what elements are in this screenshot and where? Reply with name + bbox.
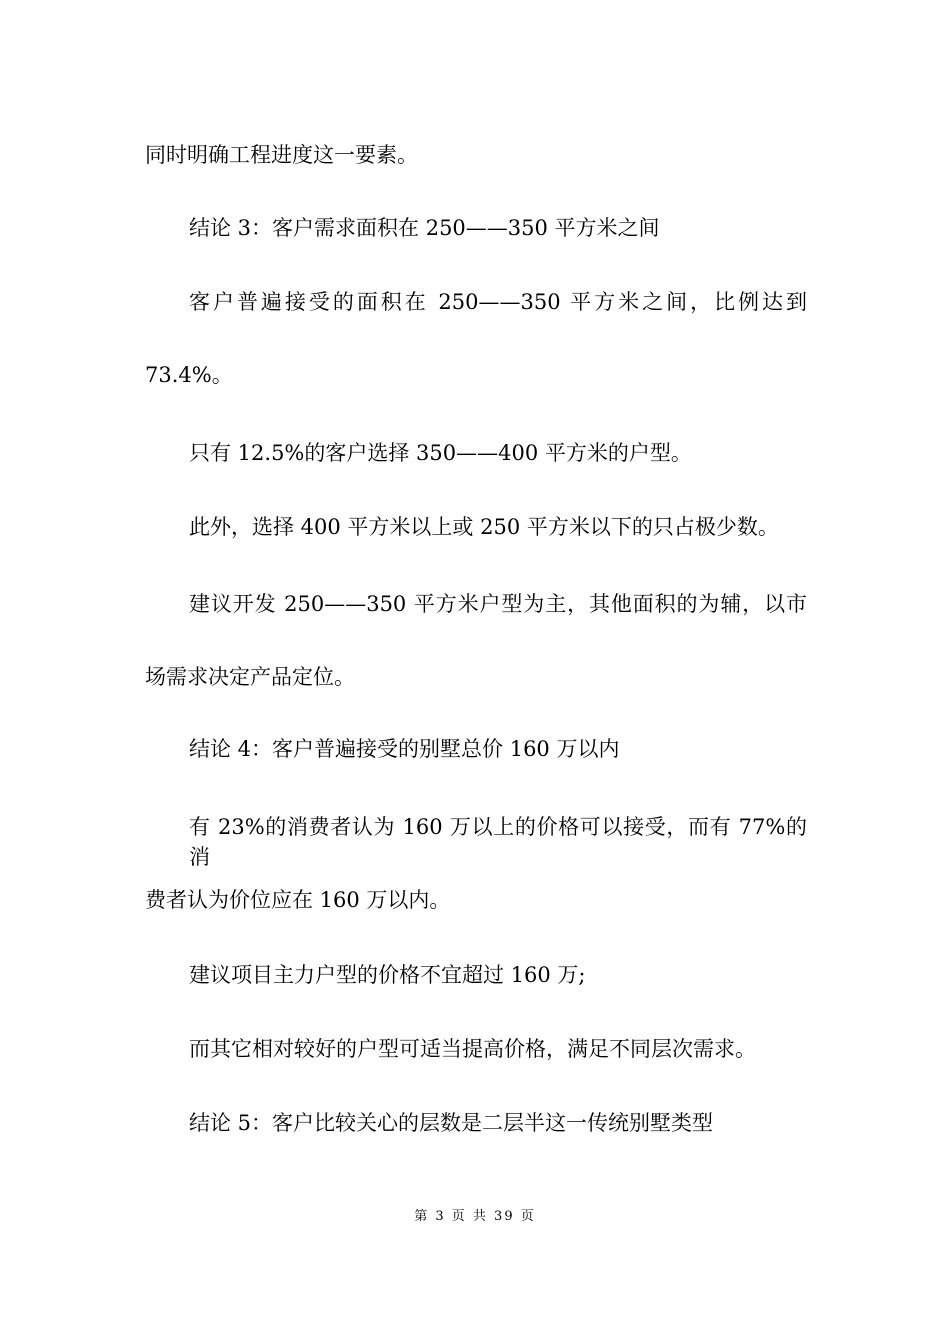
- paragraph-line: 建议项目主力户型的价格不宜超过 160 万;: [189, 963, 586, 987]
- paragraph-line: 而其它相对较好的户型可适当提高价格，满足不同层次需求。: [189, 1037, 756, 1061]
- paragraph-line: 有 23%的消费者认为 160 万以上的价格可以接受，而有 77%的消: [189, 815, 807, 869]
- conclusion-heading-4: 结论 4：客户普遍接受的别墅总价 160 万以内: [189, 737, 620, 761]
- paragraph-line: 场需求决定产品定位。: [145, 665, 355, 689]
- paragraph-line: 只有 12.5%的客户选择 350——400 平方米的户型。: [189, 441, 692, 465]
- paragraph-line: 费者认为价位应在 160 万以内。: [145, 888, 451, 912]
- paragraph-line: 建议开发 250——350 平方米户型为主，其他面积的为辅，以市: [189, 592, 807, 616]
- paragraph-line: 此外，选择 400 平方米以上或 250 平方米以下的只占极少数。: [189, 515, 779, 539]
- paragraph-line: 同时明确工程进度这一要素。: [145, 143, 418, 167]
- conclusion-heading-3: 结论 3：客户需求面积在 250——350 平方米之间: [189, 216, 660, 240]
- page-number-footer: 第 3 页 共 39 页: [414, 1209, 536, 1224]
- paragraph-line: 客户普遍接受的面积在 250——350 平方米之间，比例达到: [189, 290, 807, 314]
- paragraph-line: 73.4%。: [145, 363, 233, 387]
- conclusion-heading-5: 结论 5：客户比较关心的层数是二层半这一传统别墅类型: [189, 1111, 714, 1135]
